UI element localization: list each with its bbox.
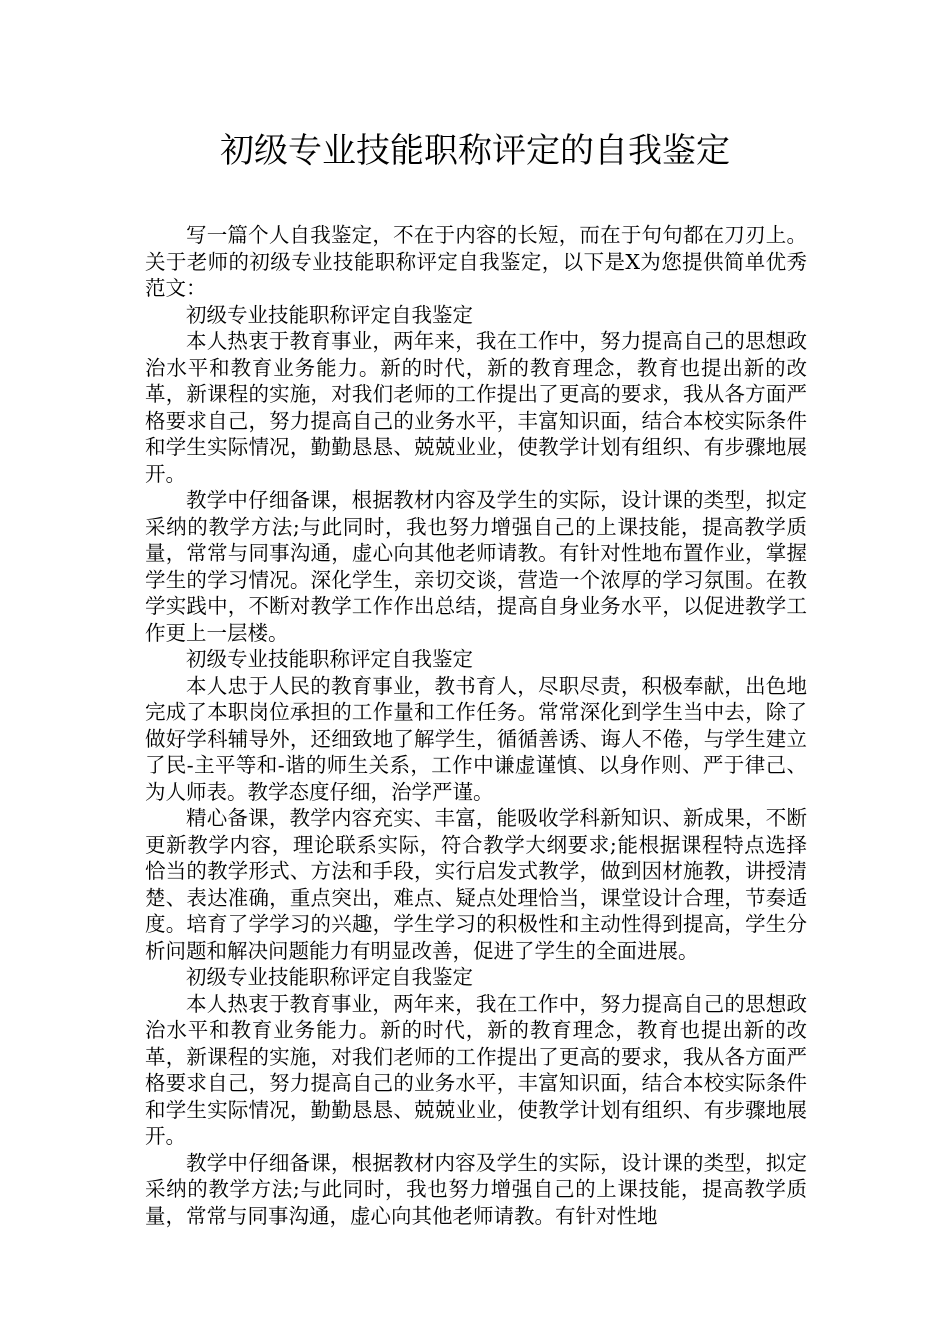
intro-paragraph: 写一篇个人自我鉴定，不在于内容的长短，而在于句句都在刀刃上。关于老师的初级专业技能职称评定自我鉴定，以下是X为您提供简单优秀范文： — [145, 223, 807, 300]
page-title: 初级专业技能职称评定的自我鉴定 — [220, 131, 730, 171]
section-heading: 初级专业技能职称评定自我鉴定 — [186, 965, 473, 989]
body-paragraph: 教学中仔细备课，根据教材内容及学生的实际，设计课的类型，拟定采纳的教学方法;与此同时，我也努力增强自己的上课技能，提高教学质量，常常与同事沟通，虚心向其他老师请教。有针对性地 — [145, 1150, 807, 1228]
section-heading: 初级专业技能职称评定自我鉴定 — [186, 302, 473, 327]
body-paragraph: 教学中仔细备课，根据教材内容及学生的实际，设计课的类型，拟定采纳的教学方法;与此同时，我也努力增强自己的上课技能，提高教学质量，常常与同事沟通，虚心向其他老师请教。有针对性地布置作业，掌握学生的学习情况。深化学生，亲切交谈，营造一个浓厚的学习氛围。在教学实践中，不断对教学工作作出总结，提高自身业务水平，以促进教学工作更上一层楼。 — [145, 488, 807, 645]
body-paragraph: 本人热衷于教育事业，两年来，我在工作中，努力提高自己的思想政治水平和教育业务能力。新的时代，新的教育理念，教育也提出新的改革，新课程的实施，对我们老师的工作提出了更高的要求，我从各方面严格要求自己，努力提高自己的业务水平，丰富知识面，结合本校实际条件和学生实际情况，勤勤恳恳、兢兢业业，使教学计划有组织、有步骤地展开。 — [145, 329, 807, 486]
body-paragraph: 本人热衷于教育事业，两年来，我在工作中，努力提高自己的思想政治水平和教育业务能力。新的时代，新的教育理念，教育也提出新的改革，新课程的实施，对我们老师的工作提出了更高的要求，我从各方面严格要求自己，努力提高自己的业务水平，丰富知识面，结合本校实际条件和学生实际情况，勤勤恳恳、兢兢业业，使教学计划有组织、有步骤地展开。 — [145, 991, 807, 1148]
document-body — [145, 222, 807, 1229]
body-paragraph: 精心备课，教学内容充实、丰富，能吸收学科新知识、新成果，不断更新教学内容，理论联系实际，符合教学大纲要求;能根据课程特点选择恰当的教学形式、方法和手段，实行启发式教学，做到因材施教，讲授清楚、表达准确，重点突出，难点、疑点处理恰当，课堂设计合理，节奏适度。培育了学学习的兴趣，学生学习的积极性和主动性得到提高，学生分析问题和解决问题能力有明显改善，促进了学生的全面进展。 — [145, 806, 807, 963]
body-paragraph: 本人忠于人民的教育事业，教书育人，尽职尽责，积极奉献，出色地完成了本职岗位承担的工作量和工作任务。常常深化到学生当中去，除了做好学科辅导外，还细致地了解学生，循循善诱、诲人不倦，与学生建立了民-主平等和-谐的师生关系，工作中谦虚谨慎、以身作则、严于律己、为人师表。教学态度仔细，治学严谨。 — [145, 673, 807, 804]
section-heading: 初级专业技能职称评定自我鉴定 — [186, 647, 473, 671]
